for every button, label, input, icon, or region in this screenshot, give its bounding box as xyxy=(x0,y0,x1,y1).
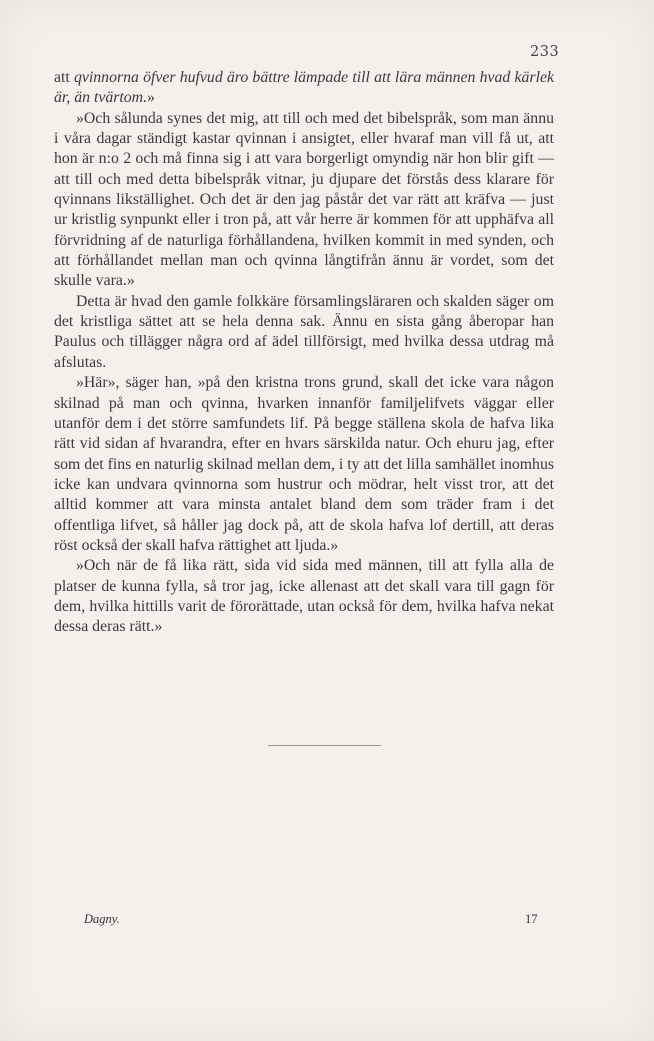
paragraph-4: »Här», säger han, »på den kristna trons grund, skall det icke vara någon skilnad på man och qvinna, hvarken innanför familjelifvets väggar eller utanför dem i det större samfundets lif. På begge ställena skola de hafva lika rätt vid sidan af hvarandra, efter en hvars särskilda natur. Och ehuru jag, efter som det fins en naturlig skilnad mellan dem, i ty att det lilla samhället inomhus icke kan undvara qvinnorna som hustrur och mödrar, helt visst tror, att det alltid kommer att vara minsta antalet bland dem som träder fram i det offentliga lifvet, så håller jag dock på, att de skola hafva lof dertill, att deras röst också der skall hafva rättighet att ljuda.» xyxy=(54,374,554,554)
section-divider xyxy=(268,745,381,746)
printer-signature: Dagny. xyxy=(84,912,120,926)
sheet-number: 17 xyxy=(525,912,538,926)
paragraph-1 xyxy=(54,68,554,109)
paragraph-1-tail: » xyxy=(147,89,155,107)
page-number: 233 xyxy=(530,44,560,60)
paragraph-3: Detta är hvad den gamle folkkäre församlingsläraren och skalden säger om det kristliga sättet att se hela denna sak. Ännu en sista gång åberopar han Paulus och tillägger några ord af ädel tillförsigt, med hvilka dessa utdrag må afslutas. xyxy=(54,292,554,371)
paragraph-1-italic: qvinnorna öfver hufvud äro bättre lämpade till att lära männen hvad kärlek är, än tvärtom. xyxy=(54,69,554,107)
paragraph-1-lead: att xyxy=(54,69,74,86)
paragraph-5: »Och när de få lika rätt, sida vid sida med männen, till att fylla alla de platser de kunna fylla, så tror jag, icke allenast att det skall vara till gagn för dem, hvilka hittills varit de förorättade, utan också för dem, hvilka hafva nekat dessa deras rätt.» xyxy=(54,557,554,636)
paragraph-2: »Och sålunda synes det mig, att till och med det bibelspråk, som man ännu i våra dagar ständigt kastar qvinnan i ansigtet, eller hvaraf man vill få ut, att hon är n:o 2 och må finna sig i att vara borgerligt omyndig när hon blir gift — att till och med detta bibelspråk vitnar, ju djupare det förstås dess klarare för qvinnans likställighet. Och det är den jag påstår det var rätt att kräfva — just ur kristlig synpunkt eller i tron på, att vår herre är kommen för att upphäfva all förvridning af de naturliga förhållandena, hvilken kommit in med synden, och att förhållandet mellan man och qvinna långtifrån ännu är vordet, som det skulle vara.» xyxy=(54,109,554,290)
body-text xyxy=(54,68,554,638)
